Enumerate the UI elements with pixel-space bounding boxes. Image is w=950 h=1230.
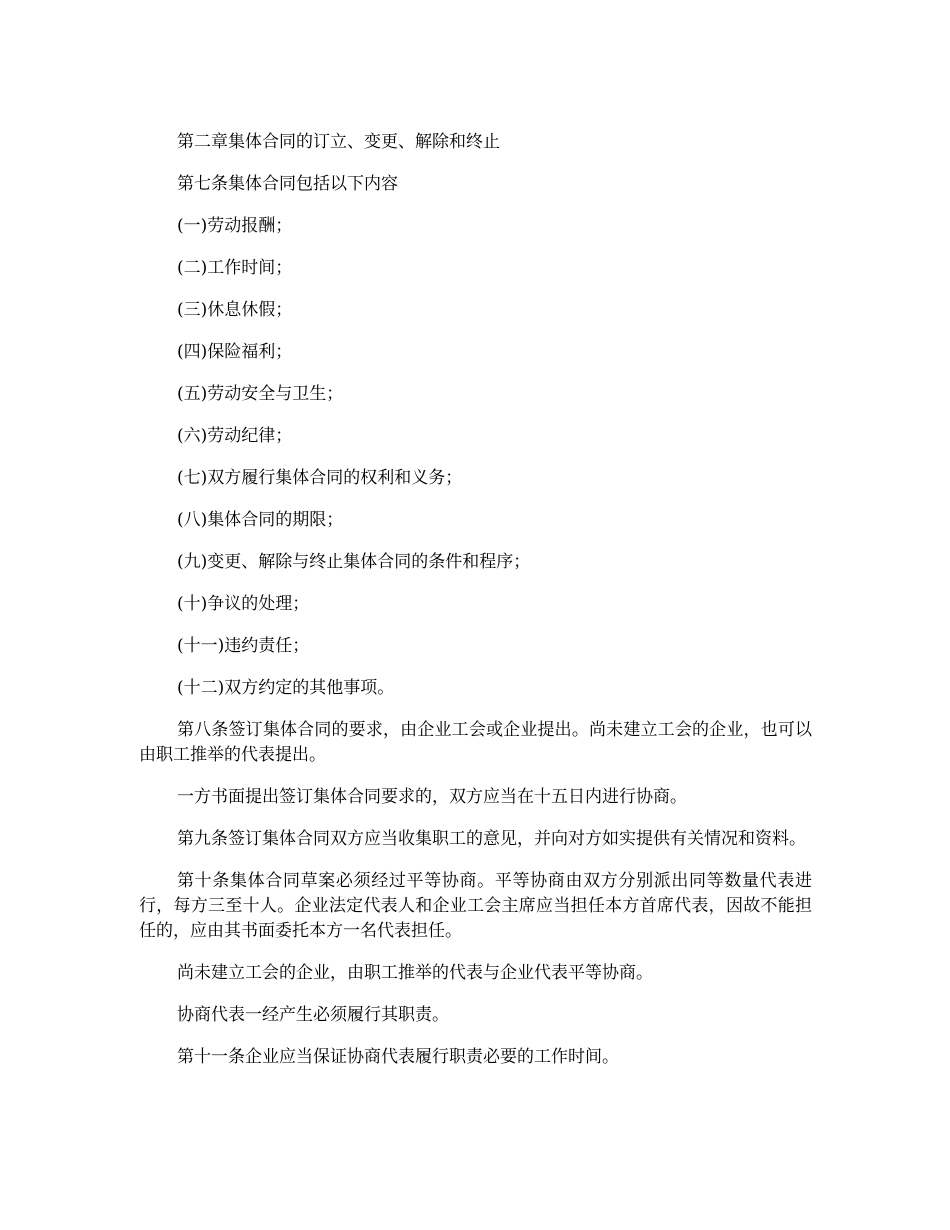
list-item: (九)变更、解除与终止集体合同的条件和程序；	[177, 552, 531, 572]
list-item: (二)工作时间；	[177, 258, 293, 278]
list-item: (五)劳动安全与卫生；	[177, 384, 344, 404]
list-item: (三)休息休假；	[177, 300, 293, 320]
list-item: (六)劳动纪律；	[177, 426, 293, 446]
list-item: (十二)双方约定的其他事项。	[177, 678, 395, 698]
article-7-heading: 第七条集体合同包括以下内容	[177, 174, 398, 194]
body-paragraph: 协商代表一经产生必须履行其职责。	[177, 1005, 449, 1025]
list-item: (八)集体合同的期限；	[177, 510, 344, 530]
article-11-paragraph: 第十一条企业应当保证协商代表履行职责必要的工作时间。	[177, 1047, 619, 1067]
body-paragraph: 尚未建立工会的企业，由职工推举的代表与企业代表平等协商。	[177, 963, 653, 983]
list-item: (四)保险福利；	[177, 342, 293, 362]
list-item: (七)双方履行集体合同的权利和义务；	[177, 468, 463, 488]
list-item: (十)争议的处理；	[177, 594, 310, 614]
list-item: (十一)违约责任；	[177, 636, 310, 656]
article-8-paragraph: 第八条签订集体合同的要求，由企业工会或企业提出。尚未建立工会的企业，也可以由职工推举的代表提出。	[139, 720, 812, 765]
chapter-heading: 第二章集体合同的订立、变更、解除和终止	[177, 132, 500, 152]
article-10-paragraph: 第十条集体合同草案必须经过平等协商。平等协商由双方分别派出同等数量代表进行，每方三至十人。企业法定代表人和企业工会主席应当担任本方首席代表，因故不能担任的，应由其书面委托本方一名代表担任。	[139, 871, 812, 941]
list-item: (一)劳动报酬；	[177, 216, 293, 236]
article-9-paragraph: 第九条签订集体合同双方应当收集职工的意见，并向对方如实提供有关情况和资料。	[177, 829, 806, 849]
document-body	[139, 130, 812, 1087]
body-paragraph: 一方书面提出签订集体合同要求的，双方应当在十五日内进行协商。	[177, 787, 687, 807]
